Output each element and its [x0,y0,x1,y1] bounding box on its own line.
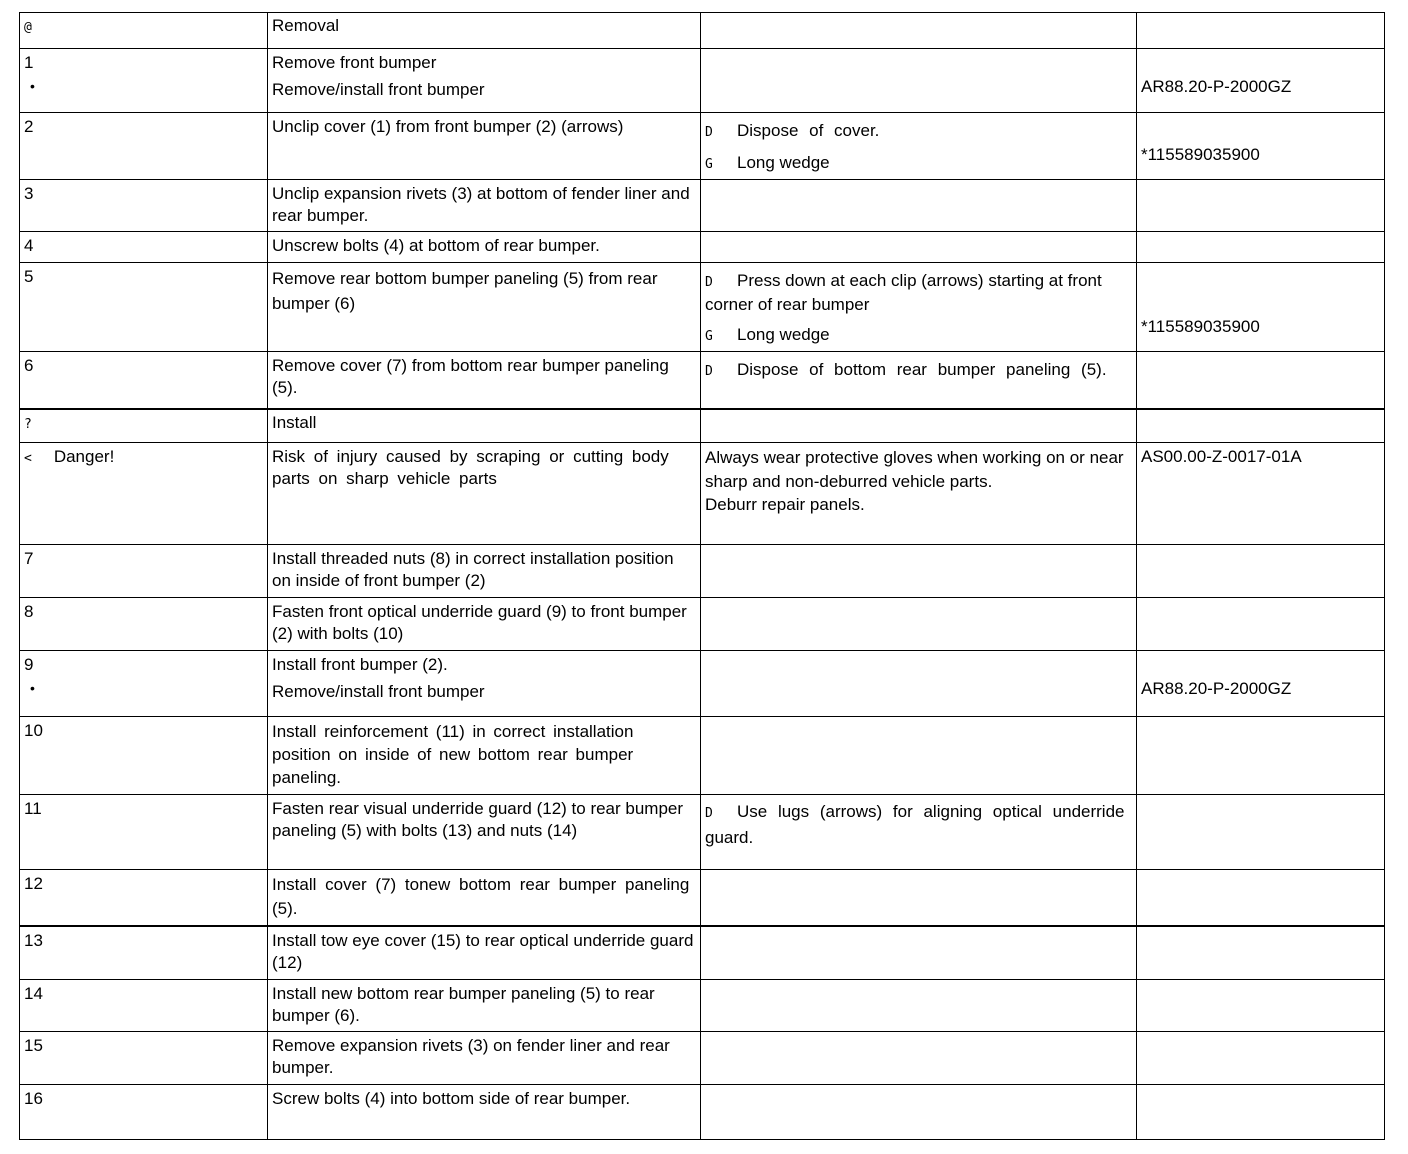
bullet-icon: • [30,680,35,696]
step-text: Install cover (7) tonew bottom rear bumper paneling (5). [268,870,701,926]
table-row [20,980,1385,1032]
table-row [20,598,1385,651]
step-text: Screw bolts (4) into bottom side of rear bumper. [268,1085,701,1140]
table-row [20,113,1385,180]
section-title: Removal [268,13,701,49]
step-text: Remove expansion rivets (3) on fender liner and rear bumper. [268,1032,701,1085]
step-reference: AS00.00-Z-0017-01A [1137,443,1385,545]
step-number: 15 [20,1032,268,1085]
step-reference: *115589035900 [1137,263,1385,352]
table-row [20,352,1385,409]
step-text: Remove cover (7) from bottom rear bumper paneling (5). [268,352,701,409]
tool-symbol: G [705,157,713,172]
step-number: 10 [20,717,268,795]
bullet-icon: • [30,78,35,94]
step-number: 9 • [20,651,268,717]
step-text: Fasten front optical underride guard (9) to front bumper (2) with bolts (10) [268,598,701,651]
step-number: 12 [20,870,268,926]
step-number: 16 [20,1085,268,1140]
step-subtext: Remove/install front bumper [272,80,485,99]
step-number: 6 [20,352,268,409]
step-number: 3 [20,180,268,232]
step-subtext: Remove/install front bumper [272,682,485,701]
note-symbol: D [705,275,713,290]
section-row-install [20,409,1385,443]
step-reference: AR88.20-P-2000GZ [1137,49,1385,113]
step-text: Install front bumper (2). Remove/install front bumper [268,651,701,717]
step-note: D Dispose of bottom rear bumper paneling (5). [701,352,1137,409]
table-row [20,1032,1385,1085]
danger-text: Risk of injury caused by scraping or cutting body parts on sharp vehicle parts [268,443,701,545]
section-symbol: ? [20,409,268,443]
step-text: Install new bottom rear bumper paneling (5) to rear bumper (6). [268,980,701,1032]
step-text: Remove front bumper Remove/install front bumper [268,49,701,113]
step-number: 1 • [20,49,268,113]
step-number: 14 [20,980,268,1032]
table-row [20,263,1385,352]
table-row [20,651,1385,717]
step-number: 2 [20,113,268,180]
table-row [20,232,1385,263]
table-row [20,49,1385,113]
step-note: D Use lugs (arrows) for aligning optical underride guard. [701,795,1137,870]
step-number: 5 [20,263,268,352]
step-text: Unclip cover (1) from front bumper (2) (arrows) [268,113,701,180]
tool-symbol: G [705,329,713,344]
note-symbol: D [705,364,713,379]
section-symbol: @ [20,13,268,49]
step-number: 8 [20,598,268,651]
table-row [20,926,1385,980]
step-number: 13 [20,926,268,980]
table-row [20,180,1385,232]
step-reference: *115589035900 [1137,113,1385,180]
step-note: D Dispose of cover. G Long wedge [701,113,1137,180]
danger-action: Always wear protective gloves when working on or near sharp and non-deburred vehicle parts. Deburr repair panels. [701,443,1137,545]
step-text: Remove rear bottom bumper paneling (5) from rear bumper (6) [268,263,701,352]
step-text: Install threaded nuts (8) in correct installation position on inside of front bumper (2) [268,545,701,598]
danger-row [20,443,1385,545]
step-number: 7 [20,545,268,598]
section-row-removal [20,13,1385,49]
step-number: 4 [20,232,268,263]
table-row [20,870,1385,926]
step-text: Install tow eye cover (15) to rear optical underride guard (12) [268,926,701,980]
step-reference: AR88.20-P-2000GZ [1137,651,1385,717]
step-text: Unscrew bolts (4) at bottom of rear bumper. [268,232,701,263]
step-text: Fasten rear visual underride guard (12) to rear bumper paneling (5) with bolts (13) and nuts (14) [268,795,701,870]
step-text: Install reinforcement (11) in correct installation position on inside of new bottom rear bumper paneling. [268,717,701,795]
danger-label: < Danger! [20,443,268,545]
step-note: D Press down at each clip (arrows) starting at front corner of rear bumper G Long wedge [701,263,1137,352]
note-symbol: D [705,806,713,821]
section-title: Install [268,409,701,443]
table-row [20,545,1385,598]
step-text: Unclip expansion rivets (3) at bottom of fender liner and rear bumper. [268,180,701,232]
danger-icon: < [24,451,32,466]
step-number: 11 [20,795,268,870]
table-row [20,717,1385,795]
table-row [20,795,1385,870]
procedure-table [19,12,1385,1140]
table-row [20,1085,1385,1140]
note-symbol: D [705,125,713,140]
